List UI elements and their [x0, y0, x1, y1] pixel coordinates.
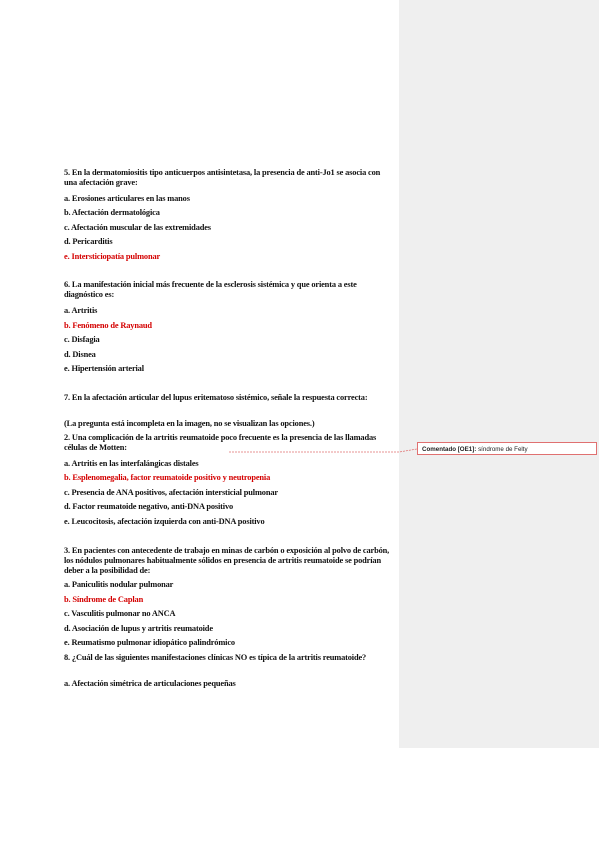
q3-option-a: a. Paniculitis nodular pulmonar — [64, 580, 174, 589]
q6-option-c: c. Disfagia — [64, 335, 100, 344]
q5-option-e-correct: e. Intersticiopatía pulmonar — [64, 252, 161, 261]
q6-option-d: d. Disnea — [64, 350, 96, 359]
q2-option-d: d. Factor reumatoide negativo, anti-DNA positivo — [64, 502, 234, 511]
q2-option-e: e. Leucocitosis, afectación izquierda con anti-DNA positivo — [64, 517, 265, 526]
question-8-stem: 8. ¿Cuál de las siguientes manifestaciones clínicas NO es típica de la artritis reumatoide? — [64, 653, 367, 662]
q2-option-c: c. Presencia de ANA positivos, afectación intersticial pulmonar — [64, 488, 278, 497]
q3-option-d: d. Asociación de lupus y artritis reumatoide — [64, 624, 213, 633]
question-7-stem: 7. En la afectación articular del lupus eritematoso sistémico, señale la respuesta correcta: — [64, 393, 368, 402]
q3-option-c: c. Vasculitis pulmonar no ANCA — [64, 609, 176, 618]
question-3-stem: 3. En pacientes con antecedente de trabajo en minas de carbón o exposición al polvo de carbón, los nódulos pulmonares habitualmente sólidos en presencia de artritis reumatoide se podrían deber a la posibilidad de: — [64, 546, 390, 575]
q8-option-a: a. Afectación simétrica de articulaciones pequeñas — [64, 679, 236, 688]
question-7-note: (La pregunta está incompleta en la imagen, no se visualizan las opciones.) — [64, 419, 315, 428]
q2-option-a: a. Artritis en las interfalángicas distales — [64, 459, 199, 468]
question-5-stem: 5. En la dermatomiositis tipo anticuerpos antisintetasa, la presencia de anti-Jo1 se asocia con una afectación grave: — [64, 168, 381, 187]
comment-author-tag: Comentado [OE1]: — [422, 446, 477, 453]
q6-option-b-correct: b. Fenómeno de Raynaud — [64, 321, 152, 330]
q2-option-b-correct: b. Esplenomegalia, factor reumatoide positivo y neutropenia — [64, 473, 271, 482]
question-2-stem: 2. Una complicación de la artritis reumatoide poco frecuente es la presencia de las llamadas células de Motten: — [64, 433, 377, 452]
q6-option-e: e. Hipertensión arterial — [64, 364, 144, 373]
q5-option-b: b. Afectación dermatológica — [64, 208, 160, 217]
q6-option-a: a. Artritis — [64, 306, 98, 315]
question-6-stem: 6. La manifestación inicial más frecuente de la esclerosis sistémica y que orienta a este diagnóstico es: — [64, 280, 357, 299]
q5-option-a: a. Erosiones articulares en las manos — [64, 194, 190, 203]
q5-option-c: c. Afectación muscular de las extremidades — [64, 223, 211, 232]
comment-text: síndrome de Felty — [478, 446, 528, 453]
q3-option-e: e. Reumatismo pulmonar idiopático palindrómico — [64, 638, 235, 647]
comment-balloon[interactable] — [417, 442, 597, 455]
q3-option-b-correct: b. Síndrome de Caplan — [64, 595, 144, 604]
q5-option-d: d. Pericarditis — [64, 237, 113, 246]
comment-margin-panel — [399, 0, 599, 748]
